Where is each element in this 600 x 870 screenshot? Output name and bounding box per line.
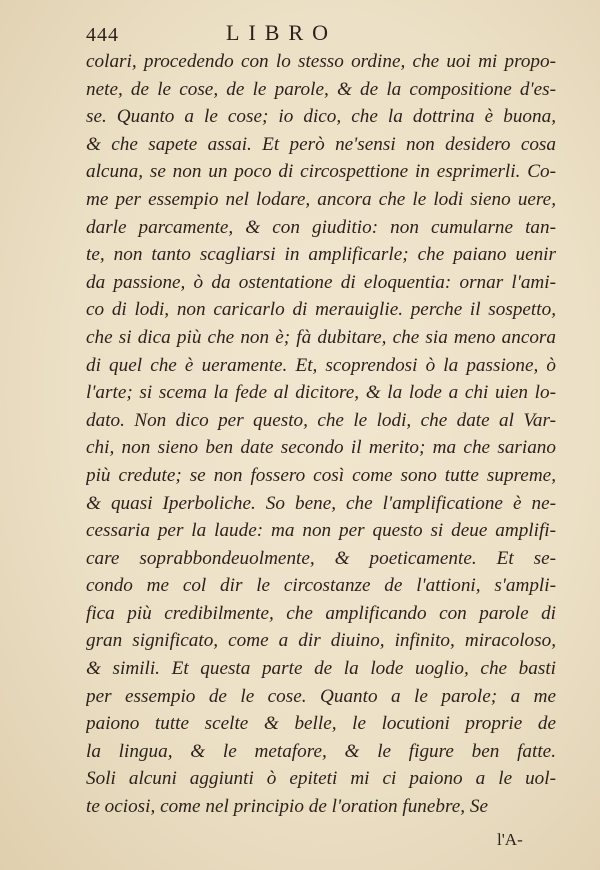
text-line: che si dica più che non è; fà dubitare, che sia meno ancora [86,326,556,348]
text-line: co di lodi, non caricarlo di merauiglie. perche il sospetto, [86,299,556,321]
catchword: l'A- [497,830,523,849]
text-line: te, non tanto scagliarsi in amplificarle; che paiano uenir [86,244,556,266]
text-line: & simili. Et questa parte de la lode uoglio, che basti [86,658,556,680]
page-number: 444 [86,24,119,46]
text-line: alcuna, se non un poco di circospettione in esprimerli. Co- [86,161,556,183]
text-line: & quasi Iperboliche. So bene, che l'amplificatione è ne- [86,492,556,514]
text-line: & che sapete assai. Et però ne'sensi non desidero cosa [86,133,556,155]
text-line: per essempio de le cose. Quanto a le parole; a me [86,685,556,707]
text-line: gran significato, come a dir diuino, infinito, miracoloso, [86,630,556,652]
text-line: dato. Non dico per questo, che le lodi, che date al Var- [86,409,556,431]
text-line: di quel che è ueramente. Et, scoprendosi ò la passione, ò [86,354,556,376]
text-line: più credute; se non fossero così come sono tutte supreme, [86,464,556,486]
text-line: colari, procedendo con lo stesso ordine, che uoi mi propo- [86,51,556,72]
text-line: me per essempio nel lodare, ancora che le lodi sieno uere, [86,188,556,210]
text-line: l'arte; si scema la fede al dicitore, & la lode a chi uien lo- [86,382,556,404]
text-line: chi, non sieno ben date secondo il merito; ma che sariano [86,437,556,459]
text-line: condo me col dir le circostanze de l'attioni, s'ampli- [86,575,556,597]
text-line: cessaria per la laude: ma non per questo si deue amplifi- [86,520,556,542]
text-line: fica più credibilmente, che amplificando con parole di [86,602,556,624]
text-line: se. Quanto a le cose; io dico, che la dottrina è buona, [86,106,556,128]
text-line: la lingua, & le metafore, & le figure ben fatte. [86,740,556,762]
text-line: nete, de le cose, de le parole, & de la compositione d'es- [86,78,556,100]
text-line: darle parcamente, & con giuditio: non cumularne tan- [86,216,556,238]
text-line: da passione, ò da ostentatione di eloquentia: ornar l'ami- [86,271,556,293]
text-line: te ociosi, come nel principio de l'oration funebre, Se [86,796,488,818]
running-title: LIBRO [226,20,337,45]
text-line: care soprabbondeuolmente, & poeticamente. Et se- [86,547,556,569]
text-line: Soli alcuni aggiunti ò epiteti mi ci paiono a le uol- [86,768,556,790]
body-text [86,48,556,821]
text-line: paiono tutte scelte & belle, le locutioni proprie de [86,713,556,735]
